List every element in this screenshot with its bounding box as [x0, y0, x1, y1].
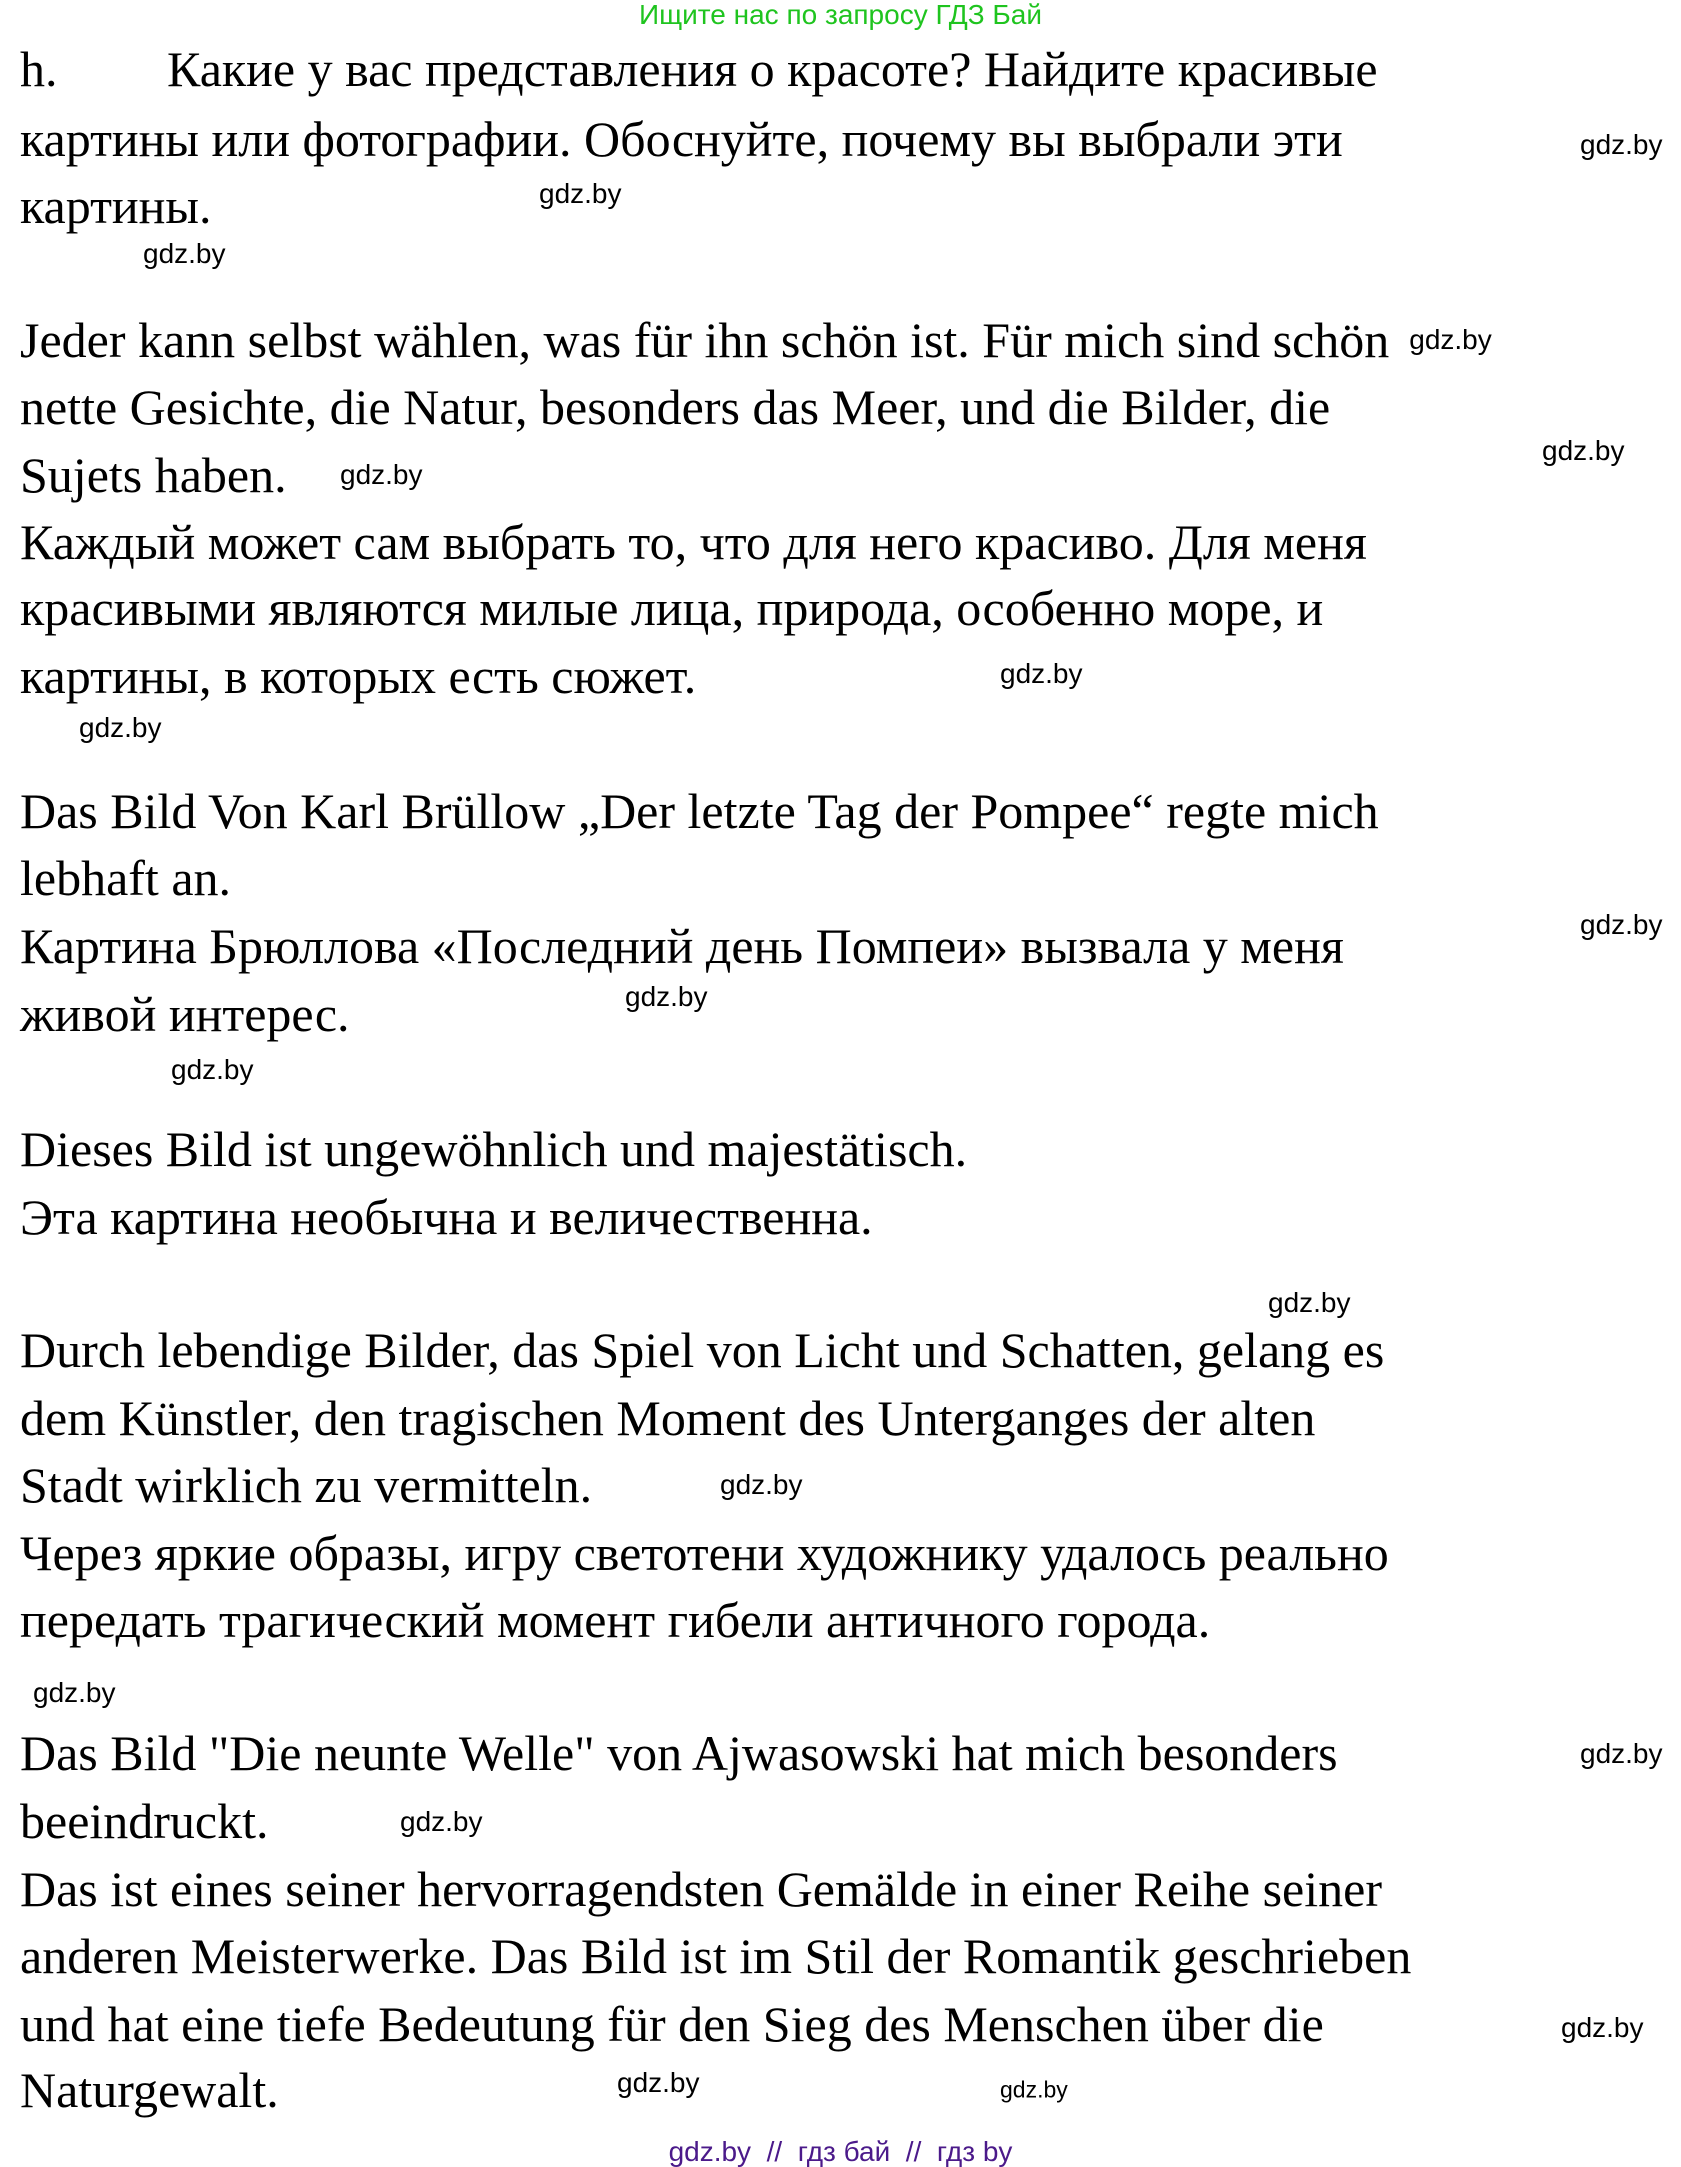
line-text: und hat eine tiefe Bedeutung für den Sieg des Menschen über die — [20, 1996, 1324, 2052]
watermark: gdz.by — [625, 981, 708, 1012]
watermark: gdz.by — [1000, 658, 1083, 689]
text-line — [20, 447, 287, 503]
text-line — [20, 178, 212, 234]
line-text: Каждый может сам выбрать то, что для него красиво. Для меня — [20, 514, 1367, 570]
line-text: Через яркие образы, игру светотени художнику удалось реально — [20, 1525, 1389, 1581]
line-text: Stadt wirklich zu vermitteln. — [20, 1457, 593, 1513]
text-line — [20, 1390, 1316, 1446]
watermark: gdz.by — [400, 1806, 483, 1837]
line-text: anderen Meisterwerke. Das Bild ist im Stil der Romantik geschrieben — [20, 1928, 1412, 1984]
text-line — [20, 1525, 1389, 1581]
text-line — [20, 783, 1379, 839]
text-line — [20, 1928, 1412, 1984]
line-text: Sujets haben. — [20, 447, 287, 503]
line-text: nette Gesichte, die Natur, besonders das Meer, und die Bilder, die — [20, 379, 1331, 435]
task-question-line — [20, 41, 1378, 97]
watermark: gdz.by — [1561, 2012, 1644, 2043]
line-text: Эта картина необычна и величественна. — [20, 1189, 873, 1245]
footer-links: gdz.by // гдз бай // гдз by — [668, 2136, 1013, 2167]
text-line — [20, 1861, 1382, 1917]
line-text: dem Künstler, den tragischen Moment des Unterganges der alten — [20, 1390, 1316, 1446]
text-line — [20, 1996, 1324, 2052]
watermark: gdz.by — [1580, 1738, 1663, 1769]
line-text: Das ist eines seiner hervorragendsten Gemälde in einer Reihe seiner — [20, 1861, 1382, 1917]
watermark: gdz.by — [1580, 909, 1663, 940]
watermark: gdz.by — [143, 238, 226, 269]
line-text: Das Bild "Die neunte Welle" von Ajwasowski hat mich besonders — [20, 1725, 1338, 1781]
text-line — [20, 1457, 593, 1513]
text-line — [20, 111, 1343, 167]
watermark: gdz.by — [79, 712, 162, 743]
line-text: картины. — [20, 178, 212, 234]
line-text: картины или фотографии. Обоснуйте, почему вы выбрали эти — [20, 111, 1343, 167]
line-text: красивыми являются милые лица, природа, особенно море, и — [20, 580, 1324, 636]
line-text: картины, в которых есть сюжет. — [20, 648, 697, 704]
watermark: gdz.by — [1268, 1287, 1351, 1318]
line-text: beeindruckt. — [20, 1793, 269, 1849]
text-line — [20, 379, 1331, 435]
watermark: gdz.by — [340, 459, 423, 490]
line-text: Naturgewalt. — [20, 2062, 279, 2118]
text-line — [20, 986, 350, 1042]
line-text: передать трагический момент гибели античного города. — [20, 1592, 1211, 1648]
text-line — [20, 1793, 269, 1849]
line-text: Durch lebendige Bilder, das Spiel von Licht und Schatten, gelang es — [20, 1322, 1385, 1378]
text-line — [20, 2062, 279, 2118]
search-hint-header: Ищите нас по запросу ГДЗ Бай — [638, 0, 1043, 30]
line-text: Das Bild Von Karl Brüllow „Der letzte Tag der Pompee“ regte mich — [20, 783, 1379, 839]
line-text: Картина Брюллова «Последний день Помпеи» вызвала у меня — [20, 918, 1344, 974]
line-text: Dieses Bild ist ungewöhnlich und majestätisch. — [20, 1121, 968, 1177]
watermark: gdz.by — [1000, 2076, 1068, 2103]
watermark: gdz.by — [720, 1469, 803, 1500]
text-line — [20, 312, 1390, 368]
line-text: живой интерес. — [20, 986, 350, 1042]
watermark: gdz.by — [617, 2067, 700, 2098]
watermark: gdz.by — [1542, 435, 1625, 466]
text-line — [20, 1725, 1338, 1781]
line-text: lebhaft an. — [20, 850, 232, 906]
text-line — [20, 1592, 1211, 1648]
task-label: h. — [20, 41, 58, 97]
text-line — [20, 1189, 873, 1245]
text-line — [20, 1121, 968, 1177]
text-line — [20, 850, 232, 906]
watermark: gdz.by — [33, 1677, 116, 1708]
text-line — [20, 514, 1367, 570]
text-line — [20, 918, 1344, 974]
line-text: Jeder kann selbst wählen, was für ihn schön ist. Für mich sind schön — [20, 312, 1390, 368]
text-line — [20, 580, 1324, 636]
watermark: gdz.by — [539, 178, 622, 209]
watermark: gdz.by — [1580, 129, 1663, 160]
watermark: gdz.by — [171, 1054, 254, 1085]
text-line — [20, 648, 697, 704]
line-text: Какие у вас представления о красоте? Найдите красивые — [167, 41, 1378, 97]
watermark: gdz.by — [1409, 324, 1492, 355]
text-line — [20, 1322, 1385, 1378]
